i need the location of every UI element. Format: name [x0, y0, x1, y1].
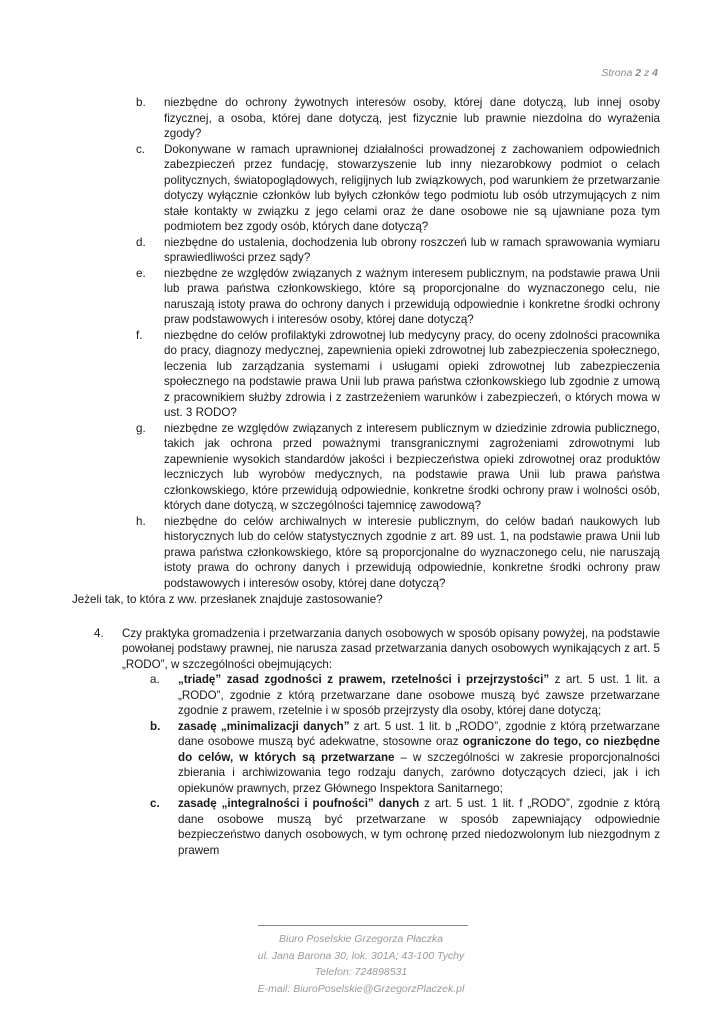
page-current: 2 [635, 67, 642, 79]
page-number [601, 67, 658, 79]
point-4-intro [94, 626, 660, 673]
principle-item-c [150, 796, 660, 858]
list-item-label: c. [136, 142, 146, 156]
question-text: Jeżeli tak, to która z ww. przesłanek znajduje zastosowanie? [72, 593, 383, 606]
list-item-label: b. [136, 96, 146, 109]
list-item-g [136, 421, 660, 514]
list-item-b [136, 95, 660, 142]
point-4-text: Czy praktyka gromadzenia i przetwarzania danych osobowych w sposób opisany powyżej, na podstawie powołanej podstawy prawnej, nie narusza zasad przetwarzania danych osobowych wynikających z art. 5 „RODO”, w szczególności obejmujących: [122, 626, 660, 671]
principle-item-a [150, 672, 660, 719]
principle-body: z art. 5 ust. 1 lit. a „RODO”, zgodnie z którą przetwarzane dane osobowe muszą być zawsze przetwarzane zgodnie z prawem, rzetelnie i w sposób przejrzysty dla osoby, której dane dotyczą; [178, 673, 660, 717]
list-item-f [136, 328, 660, 421]
principle-bold: zasadę „integralności i poufności” danych [178, 797, 420, 810]
principle-text [178, 719, 660, 797]
footer-office-name: Biuro Poselskie Grzegorza Płaczka [279, 933, 443, 945]
page-sep: z [641, 67, 653, 79]
principle-label: b. [150, 719, 161, 733]
principle-bold: zasadę „minimalizacji danych” [178, 719, 350, 733]
list-item-label: f. [136, 328, 143, 342]
list-item-e [136, 266, 660, 328]
list-item-text: niezbędne ze względów związanych z ważnym interesem publicznym, na podstawie prawa Unii lub prawa państwa członkowskiego, które są proporcjonalne do wyznaczonego celu, nie naruszają istoty prawa do ochrony danych i przewidują odpowiednie i konkretne środki ochrony praw podstawowych i interesów osoby, której dane dotyczą? [164, 266, 660, 326]
list-item-label: e. [136, 266, 146, 280]
footer-address: ul. Jana Barona 30, lok. 301A; 43-100 Tychy [257, 949, 465, 962]
list-item-label: h. [136, 514, 146, 528]
principle-label: a. [150, 673, 160, 686]
principle-body: z art. 5 ust. 1 lit. b „RODO”, zgodnie z którą przetwarzane dane osobowe muszą być adekwatne, stosowne oraz [178, 719, 660, 748]
document-body [72, 95, 660, 858]
principle-text [178, 672, 660, 719]
list-item-text: niezbędne do ochrony żywotnych interesów osoby, której dane dotyczą, lub innej osoby fizycznej, a osoba, której dane dotyczą, jest fizycznie lub prawnie niezdolna do wyrażenia zgody? [164, 96, 660, 140]
list-item-h [136, 514, 660, 592]
list-item-d [136, 235, 660, 266]
footer-email: E-mail: BiuroPoselskie@GrzegorzPlaczek.pl [257, 982, 465, 995]
point-4 [72, 626, 660, 673]
principle-text [178, 796, 660, 858]
principle-body: z art. 5 ust. 1 lit. f „RODO”, zgodnie z którą dane osobowe muszą być przetwarzane w sposób zapewniający odpowiednie bezpieczeństwo danych osobowych, w tym ochronę przed niedozwolonym lub niezgodnym z prawem [178, 797, 660, 857]
principle-bold: „triadę” zasad zgodności z prawem, rzetelności i przejrzystości” [178, 673, 550, 686]
page-total: 4 [652, 67, 658, 79]
footer [0, 931, 722, 997]
list-item-text: niezbędne ze względów związanych z interesem publicznym w dziedzinie zdrowia publicznego, takich jak ochrona przed poważnymi transgranicznymi zagrożeniami zdrowotnymi lub zapewnienie wysokich standardów jakości i bezpieczeństwa opieki zdrowotnej oraz produktów leczniczych lub wyrobów medycznych, na podstawie prawa Unii lub prawa państwa członkowskiego, które przewidują odpowiednie, konkretne środki ochrony praw i wolności osób, których dane dotyczą, w szczególności tajemnicę zawodową? [164, 421, 660, 512]
list-item-text: Dokonywane w ramach uprawnionej działalności prowadzonej z zachowaniem odpowiednich zabezpieczeń przez fundację, stowarzyszenie lub inny niezarobkowy podmiot o celach politycznych, światopoglądowych, religijnych lub związkowych, pod warunkiem że przetwarzanie dotyczy wyłącznie członków lub byłych członków tego podmiotu lub osób utrzymujących z nim stałe kontakty w związku z jego celami oraz że dane osobowe nie są ujawniane poza tym podmiotem bez zgody osób, których dane dotyczą? [164, 142, 660, 233]
list-item-label: d. [136, 235, 146, 249]
list-item-c [136, 142, 660, 235]
point-4-label: 4. [94, 626, 104, 640]
footer-divider [258, 925, 468, 926]
sub-list [72, 95, 660, 591]
footer-phone: Telefon: 724898531 [314, 966, 408, 978]
list-item-text: niezbędne do celów profilaktyki zdrowotnej lub medycyny pracy, do oceny zdolności pracownika do pracy, diagnozy medycznej, zapewnienia opieki zdrowotnej lub zabezpieczenia społecznego, leczenia lub zarządzania systemami i usługami opieki zdrowotnej lub zabezpieczenia społecznego na podstawie prawa Unii lub prawa państwa członkowskiego lub zgodnie z umową z pracownikiem służby zdrowia i z zastrzeżeniem warunków i zabezpieczeń, o których mowa w ust. 3 RODO? [164, 328, 660, 419]
point-4-sub-list [72, 672, 660, 858]
principle-item-b [150, 719, 660, 797]
list-item-label: g. [136, 421, 146, 435]
principle-label: c. [150, 797, 160, 810]
list-item-text: niezbędne do ustalenia, dochodzenia lub obrony roszczeń lub w ramach sprawowania wymiaru sprawiedliwości przez sądy? [164, 235, 660, 264]
list-item-text: niezbędne do celów archiwalnych w interesie publicznym, do celów badań naukowych lub historycznych lub do celów statystycznych zgodnie z art. 89 ust. 1, na podstawie prawa Unii lub prawa państwa członkowskiego, które są proporcjonalne do wyznaczonego celu, nie naruszają istoty prawa do ochrony danych i przewidują odpowiednie, konkretne środki ochrony praw podstawowych i interesów osoby, której dane dotyczą? [164, 514, 660, 590]
principle-bold-2: ograniczone do tego, co niezbędne do celów, w których są przetwarzane [178, 735, 660, 764]
page-prefix: Strona [601, 67, 636, 79]
principle-body-2: – w szczególności w zakresie proporcjonalności zbierania i archiwizowania tego rodzaju danych, zarówno dotyczących dzieci, jak i ich opiekunów prawnych, przez Głównego Inspektora Sanitarnego; [178, 750, 660, 795]
